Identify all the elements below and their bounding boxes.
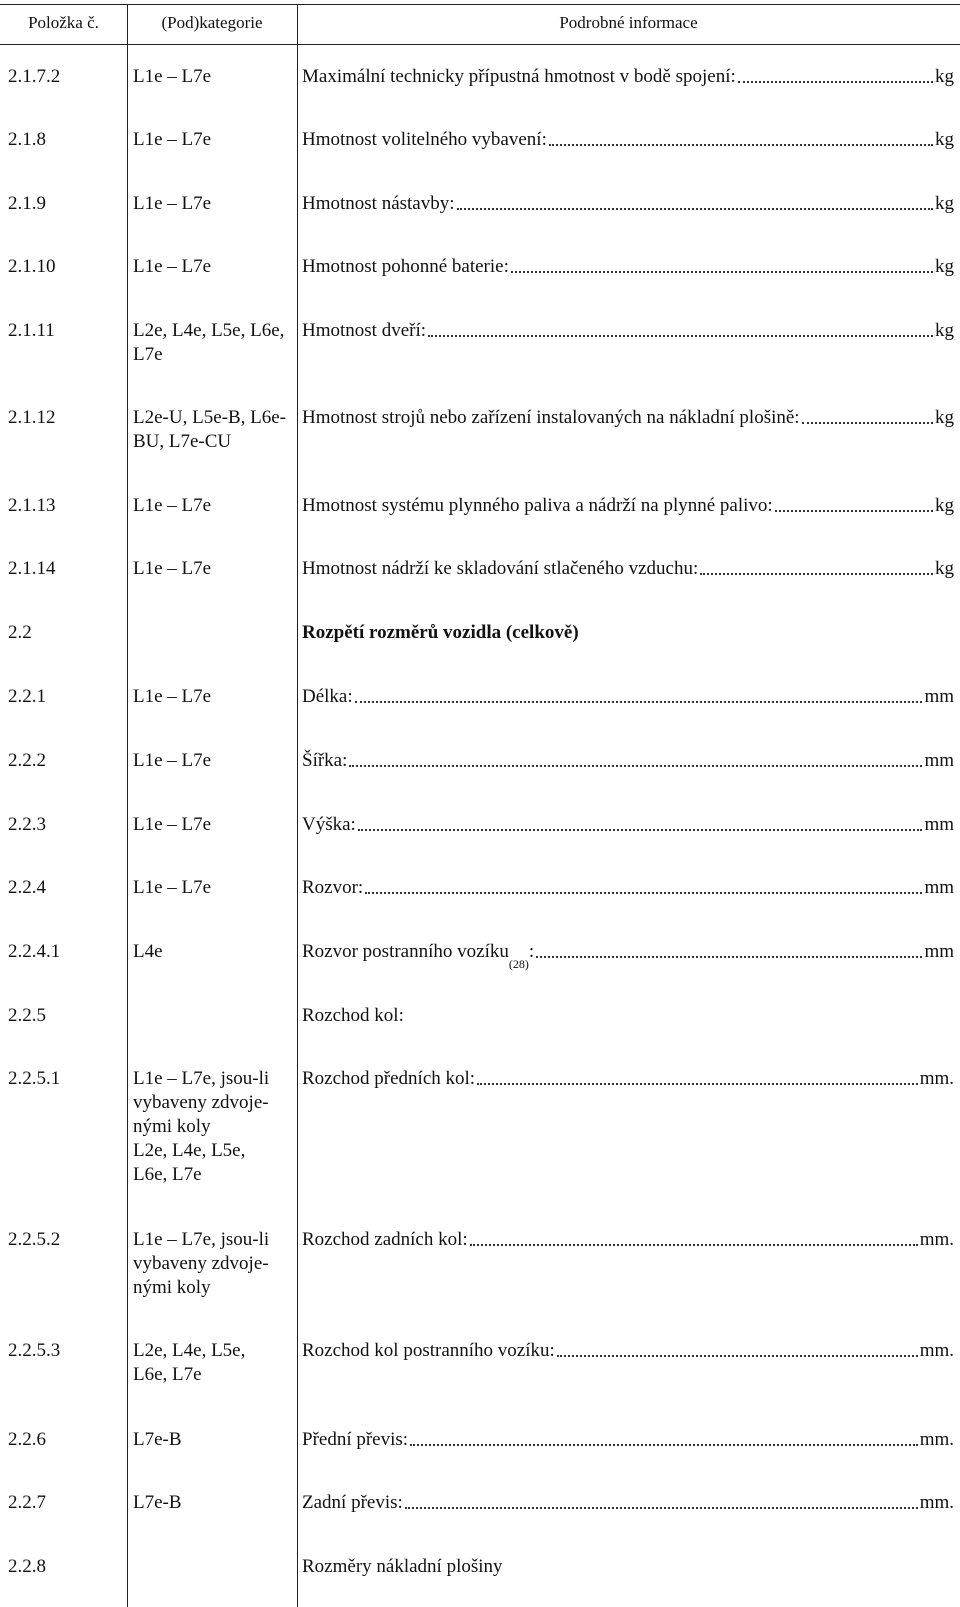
detail — [302, 406, 954, 430]
subcategory: L1e – L7e — [133, 495, 212, 516]
detail: Rozvor postranního vozíku (28) : mm — [302, 941, 954, 971]
item-number: 2.1.8 — [8, 129, 46, 150]
subcategory: L1e – L7e — [133, 877, 212, 898]
subcategory: L1e – L7e — [133, 558, 212, 579]
fill-in-dotted-line — [470, 1240, 918, 1246]
header-bottom-border — [0, 44, 960, 45]
detail — [302, 1339, 954, 1363]
item-number: 2.2.5 — [8, 1005, 46, 1026]
item-number: 2.1.9 — [8, 193, 46, 214]
item-number: 2.1.12 — [8, 407, 56, 428]
detail — [302, 1491, 954, 1515]
subcategory: L1e – L7e, jsou-li vybaveny zdvoje- nými koly L2e, L4e, L5e, L6e, L7e — [133, 1068, 270, 1185]
subcategory: L2e, L4e, L5e, L6e, L7e — [133, 320, 285, 365]
detail-label: Rozvor: — [302, 877, 364, 898]
fill-in-dotted-line — [355, 697, 923, 703]
detail — [302, 255, 954, 279]
fill-in-dotted-line — [410, 1440, 918, 1446]
detail — [302, 65, 954, 89]
detail — [302, 685, 954, 709]
detail — [302, 749, 954, 773]
unit-label: kg — [935, 320, 954, 341]
unit-label: kg — [935, 193, 954, 214]
item-number: 2.2.8 — [8, 1556, 46, 1577]
item-number: 2.2.5.2 — [8, 1229, 61, 1250]
fill-in-dotted-line — [358, 825, 923, 831]
fill-in-dotted-line — [405, 1503, 918, 1509]
item-number: 2.1.7.2 — [8, 66, 61, 87]
item-number: 2.2.1 — [8, 686, 46, 707]
column-divider-2 — [297, 4, 298, 1607]
subcategory: L7e-B — [133, 1492, 182, 1513]
item-number: 2.2.6 — [8, 1429, 46, 1450]
fill-in-dotted-line — [477, 1079, 918, 1085]
fill-in-dotted-line — [549, 140, 933, 146]
fill-in-dotted-line — [457, 204, 933, 210]
detail — [302, 1004, 954, 1028]
detail-label: Výška: — [302, 814, 356, 835]
detail — [302, 319, 954, 343]
detail — [302, 621, 954, 645]
subcategory: L1e – L7e — [133, 750, 212, 771]
item-number: 2.2.5.1 — [8, 1068, 61, 1089]
detail — [302, 128, 954, 152]
unit-label: mm — [924, 814, 954, 835]
fill-in-dotted-line — [365, 888, 922, 894]
fill-in-dotted-line — [349, 761, 922, 767]
unit-label: mm — [924, 941, 954, 962]
detail-label: Zadní převis: — [302, 1492, 403, 1513]
item-number: 2.2.4 — [8, 877, 46, 898]
subcategory: L1e – L7e, jsou-li vybaveny zdvoje- nými koly — [133, 1229, 270, 1298]
unit-label: kg — [935, 407, 954, 428]
detail — [302, 494, 954, 518]
item-number: 2.1.10 — [8, 256, 56, 277]
fill-in-dotted-line — [511, 267, 933, 273]
detail-label: Hmotnost nástavby: — [302, 193, 455, 214]
unit-label: mm. — [919, 1492, 954, 1513]
detail-label: Rozpětí rozměrů vozidla (celkově) — [302, 622, 579, 643]
unit-label: kg — [935, 66, 954, 87]
detail-label: Rozchod předních kol: — [302, 1068, 476, 1089]
detail — [302, 557, 954, 581]
detail-label: Rozměry nákladní plošiny — [302, 1556, 503, 1577]
unit-label: kg — [935, 495, 954, 516]
detail-label: Hmotnost nádrží ke skladování stlačeného vzduchu: — [302, 558, 699, 579]
fill-in-dotted-line — [557, 1351, 918, 1357]
item-number: 2.2.2 — [8, 750, 46, 771]
item-number: 2.1.11 — [8, 320, 55, 341]
subcategory: L7e-B — [133, 1429, 182, 1450]
detail-label-suffix: : — [528, 941, 535, 962]
detail-label: Rozchod zadních kol: — [302, 1229, 468, 1250]
unit-label: kg — [935, 129, 954, 150]
subcategory: L2e, L4e, L5e, L6e, L7e — [133, 1340, 246, 1385]
header-subcategory: (Pod)kategorie — [161, 13, 263, 32]
subcategory: L1e – L7e — [133, 129, 212, 150]
fill-in-dotted-line — [428, 331, 933, 337]
item-number: 2.2.4.1 — [8, 941, 61, 962]
fill-in-dotted-line — [775, 506, 933, 512]
detail — [302, 1067, 954, 1091]
subcategory: L1e – L7e — [133, 193, 212, 214]
fill-in-dotted-line — [700, 569, 933, 575]
unit-label: mm — [924, 877, 954, 898]
detail — [302, 192, 954, 216]
detail-label: Maximální technicky přípustná hmotnost v bodě spojení: — [302, 66, 736, 87]
table-top-border — [0, 4, 960, 5]
detail-label: Hmotnost pohonné baterie: — [302, 256, 509, 277]
detail-label: Rozchod kol: — [302, 1005, 404, 1026]
fill-in-dotted-line — [536, 952, 922, 958]
unit-label: mm. — [919, 1229, 954, 1250]
subcategory: L4e — [133, 941, 163, 962]
detail — [302, 1228, 954, 1252]
item-number: 2.2 — [8, 622, 32, 643]
column-divider-1 — [127, 4, 128, 1607]
detail-label: Přední převis: — [302, 1429, 409, 1450]
item-number: 2.1.14 — [8, 558, 56, 579]
detail-label: Hmotnost dveří: — [302, 320, 427, 341]
subcategory: L1e – L7e — [133, 686, 212, 707]
unit-label: kg — [935, 256, 954, 277]
subcategory: L1e – L7e — [133, 66, 212, 87]
detail — [302, 876, 954, 900]
item-number: 2.2.7 — [8, 1492, 46, 1513]
header-details: Podrobné informace — [559, 13, 698, 32]
fill-in-dotted-line — [802, 418, 933, 424]
subcategory: L2e-U, L5e-B, L6e-BU, L7e-CU — [133, 407, 286, 452]
subcategory: L1e – L7e — [133, 256, 212, 277]
detail-label: Rozvor postranního vozíku — [302, 941, 509, 962]
unit-label: mm. — [919, 1340, 954, 1361]
item-number: 2.2.5.3 — [8, 1340, 61, 1361]
fill-in-dotted-line — [738, 77, 933, 83]
detail-label: Šířka: — [302, 750, 348, 771]
unit-label: mm. — [919, 1068, 954, 1089]
unit-label: kg — [935, 558, 954, 579]
detail-label: Hmotnost strojů nebo zařízení instalovaných na nákladní plošině: — [302, 407, 800, 428]
unit-label: mm — [924, 750, 954, 771]
unit-label: mm. — [919, 1429, 954, 1450]
subcategory: L1e – L7e — [133, 814, 212, 835]
header-item-number: Položka č. — [28, 13, 99, 32]
detail-label: Hmotnost systému plynného paliva a nádrží na plynné palivo: — [302, 495, 773, 516]
detail — [302, 813, 954, 837]
detail-label: Hmotnost volitelného vybavení: — [302, 129, 547, 150]
detail — [302, 1555, 954, 1579]
item-number: 2.2.3 — [8, 814, 46, 835]
detail-label: Délka: — [302, 686, 353, 707]
unit-label: mm — [924, 686, 954, 707]
item-number: 2.1.13 — [8, 495, 56, 516]
detail — [302, 1428, 954, 1452]
detail-label: Rozchod kol postranního vozíku: — [302, 1340, 555, 1361]
